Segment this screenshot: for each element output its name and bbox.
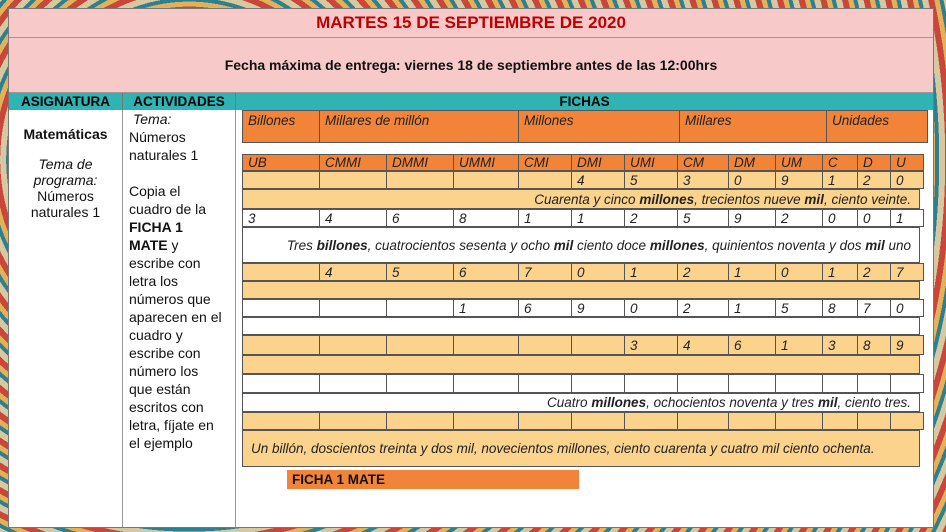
digit-cell: 9	[890, 335, 924, 355]
worksheet-frame	[8, 8, 934, 528]
tema-value-1: Números	[37, 188, 94, 204]
digit-cell	[890, 374, 924, 393]
subheader-cell: CM	[677, 154, 729, 171]
digit-cell: 4	[571, 171, 625, 189]
answer-row-4	[242, 317, 920, 335]
subheader-cell: UMI	[624, 154, 678, 171]
digit-cell	[677, 374, 729, 393]
subheader-cell: U	[890, 154, 924, 171]
digit-cell: 5	[624, 171, 678, 189]
digit-cell	[571, 335, 625, 355]
digit-cell	[319, 299, 387, 317]
blank-answer	[242, 281, 920, 299]
digit-cell	[775, 374, 823, 393]
digit-cell	[453, 335, 519, 355]
subheader-cell: UM	[775, 154, 823, 171]
digit-cell: 0	[775, 263, 823, 281]
blank-answer	[242, 355, 920, 374]
digit-cell	[242, 412, 320, 430]
digit-cell: 0	[728, 171, 776, 189]
digit-cell: 9	[728, 209, 776, 227]
digit-cell	[242, 171, 320, 189]
answer-row-5	[242, 355, 920, 374]
subheader-cell: UMMI	[453, 154, 519, 171]
subheader-cell: CMMI	[319, 154, 387, 171]
digit-cell: 4	[677, 335, 729, 355]
digit-cell: 8	[453, 209, 519, 227]
number-row-3	[242, 263, 923, 281]
number-in-words: Cuarenta y cinco millones, trecientos nueve mil, ciento veinte.	[242, 189, 920, 209]
digit-cell	[242, 335, 320, 355]
group-billones: Billones	[242, 110, 320, 143]
digit-cell	[453, 412, 519, 430]
subheader-cell: D	[857, 154, 891, 171]
digit-cell	[453, 171, 519, 189]
actividades-column	[123, 110, 236, 527]
digit-cell	[386, 171, 454, 189]
digit-cell	[890, 412, 924, 430]
group-millares-millon: Millares de millón	[319, 110, 519, 143]
digit-cell	[857, 374, 891, 393]
digit-cell: 4	[319, 209, 387, 227]
digit-cell: 0	[624, 299, 678, 317]
digit-cell: 6	[386, 209, 454, 227]
header-asignatura: ASIGNATURA	[9, 93, 123, 110]
digit-cell: 5	[677, 209, 729, 227]
digit-cell: 2	[677, 263, 729, 281]
subject-name: Matemáticas	[23, 126, 108, 142]
number-row-6	[242, 374, 923, 393]
digit-cell	[822, 412, 858, 430]
digit-cell	[728, 374, 776, 393]
digit-cell	[822, 374, 858, 393]
digit-cell: 1	[775, 335, 823, 355]
digit-cell: 0	[822, 209, 858, 227]
number-in-words: Cuatro millones, ochocientos noventa y tres mil, ciento tres.	[242, 393, 920, 412]
digit-cell: 3	[677, 171, 729, 189]
digit-cell	[242, 263, 320, 281]
subheader-cell: DM	[728, 154, 776, 171]
asignatura-column	[9, 110, 123, 527]
digit-cell	[242, 299, 320, 317]
number-in-words: Un billón, doscientos treinta y dos mil, novecientos millones, ciento cuarenta y cuatro mil ciento ochenta.	[242, 430, 920, 467]
digit-cell	[624, 412, 678, 430]
number-row-1	[242, 171, 923, 189]
digit-cell	[518, 374, 572, 393]
digit-cell	[386, 412, 454, 430]
number-row-7	[242, 412, 923, 430]
act-tema-label: Tema:	[133, 111, 172, 127]
act-instructions: Copia el cuadro de la FICHA 1 MATE y escribe con letra los números que aparecen en el cuadro y escribe con número los que están escritos con letra, fíjate en el ejemplo	[129, 183, 222, 451]
digit-cell	[677, 412, 729, 430]
digit-cell	[571, 374, 625, 393]
digit-cell: 0	[857, 209, 891, 227]
digit-cell	[775, 412, 823, 430]
group-millones: Millones	[518, 110, 680, 143]
digit-cell	[518, 171, 572, 189]
digit-cell	[386, 299, 454, 317]
subheader-cell: DMI	[571, 154, 625, 171]
digit-cell: 1	[728, 263, 776, 281]
tema-label-1: Tema de	[38, 156, 93, 172]
subheader-cell: UB	[242, 154, 320, 171]
number-row-2	[242, 209, 923, 227]
digit-cell: 7	[857, 299, 891, 317]
header-actividades: ACTIVIDADES	[123, 93, 236, 110]
digit-cell	[319, 374, 387, 393]
digit-cell: 1	[453, 299, 519, 317]
tema-value-2: naturales 1	[30, 204, 101, 220]
digit-cell	[857, 412, 891, 430]
digit-cell: 1	[728, 299, 776, 317]
digit-cell	[571, 412, 625, 430]
digit-cell: 1	[624, 263, 678, 281]
digit-cell: 5	[775, 299, 823, 317]
digit-cell: 2	[775, 209, 823, 227]
digit-cell: 9	[571, 299, 625, 317]
digit-cell	[319, 412, 387, 430]
tema-label-2: programa:	[33, 172, 98, 188]
digit-cell: 3	[624, 335, 678, 355]
digit-cell: 3	[822, 335, 858, 355]
digit-cell	[386, 374, 454, 393]
text-row-6	[242, 393, 920, 412]
digit-cell: 6	[453, 263, 519, 281]
digit-cell: 9	[775, 171, 823, 189]
ficha-reference: FICHA 1 MATE	[129, 219, 183, 253]
number-row-4	[242, 299, 923, 317]
group-millares: Millares	[679, 110, 827, 143]
digit-cell: 0	[890, 299, 924, 317]
digit-cell: 8	[822, 299, 858, 317]
blank-answer	[242, 317, 920, 335]
digit-cell	[242, 374, 320, 393]
subheader-cell: CMI	[518, 154, 572, 171]
number-in-words: Tres billones, cuatrocientos sesenta y ocho mil ciento doce millones, quinientos noventa y dos mil uno	[242, 227, 920, 263]
digit-cell: 1	[890, 209, 924, 227]
subheader-cell: C	[822, 154, 858, 171]
text-row-7	[242, 430, 920, 467]
header-fichas: FICHAS	[236, 93, 933, 110]
digit-cell: 7	[890, 263, 924, 281]
digit-cell: 2	[857, 171, 891, 189]
digit-cell	[386, 335, 454, 355]
deadline-banner: Fecha máxima de entrega: viernes 18 de septiembre antes de las 12:00hrs	[9, 38, 933, 93]
number-row-5	[242, 335, 923, 355]
ficha-label: FICHA 1 MATE	[287, 470, 579, 489]
digit-cell: 1	[518, 209, 572, 227]
digit-cell	[319, 335, 387, 355]
text-row-2	[242, 227, 920, 263]
digit-cell	[319, 171, 387, 189]
digit-cell	[728, 412, 776, 430]
digit-cell	[624, 374, 678, 393]
digit-cell: 1	[822, 171, 858, 189]
digit-cell	[518, 412, 572, 430]
digit-cell: 4	[319, 263, 387, 281]
digit-cell: 6	[518, 299, 572, 317]
answer-row-3	[242, 281, 920, 299]
page-title: MARTES 15 DE SEPTIEMBRE DE 2020	[9, 9, 933, 38]
act-tema-line-2: naturales 1	[129, 147, 199, 163]
subheader-row	[242, 154, 923, 171]
digit-cell: 0	[571, 263, 625, 281]
act-tema-line-1: Números	[129, 129, 186, 145]
digit-cell: 7	[518, 263, 572, 281]
digit-cell: 0	[890, 171, 924, 189]
digit-cell: 6	[728, 335, 776, 355]
digit-cell: 2	[677, 299, 729, 317]
digit-cell: 3	[242, 209, 320, 227]
digit-cell: 1	[822, 263, 858, 281]
digit-cell: 2	[857, 263, 891, 281]
digit-cell: 2	[624, 209, 678, 227]
group-unidades: Unidades	[826, 110, 928, 143]
digit-cell: 1	[571, 209, 625, 227]
subheader-cell: DMMI	[386, 154, 454, 171]
digit-cell	[518, 335, 572, 355]
digit-cell: 8	[857, 335, 891, 355]
digit-cell	[453, 374, 519, 393]
digit-cell: 5	[386, 263, 454, 281]
group-header-row	[242, 110, 927, 143]
text-row-1	[242, 189, 920, 209]
